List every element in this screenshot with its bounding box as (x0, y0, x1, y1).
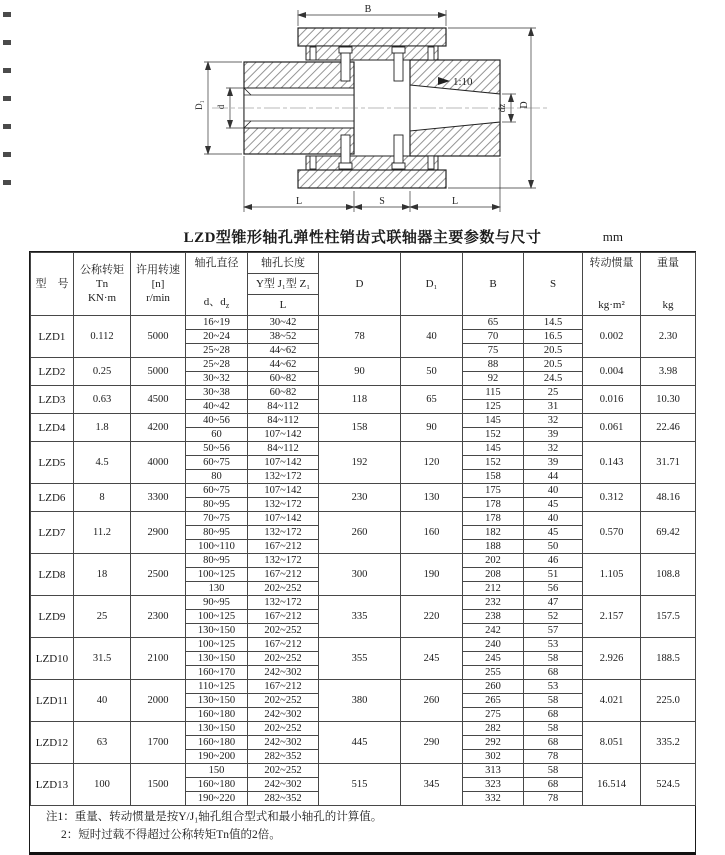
cell-bore-diameter: 30~32 (186, 372, 248, 386)
cell-D1: 90 (401, 414, 463, 442)
cell-bore-length: 167~212 (248, 568, 319, 582)
cell-torque: 4.5 (74, 442, 131, 484)
cell-inertia: 4.021 (583, 680, 641, 722)
cell-B: 255 (463, 666, 524, 680)
cell-model: LZD2 (31, 358, 74, 386)
cell-B: 245 (463, 652, 524, 666)
cell-bore-length: 107~142 (248, 456, 319, 470)
cell-B: 260 (463, 680, 524, 694)
cell-B: 88 (463, 358, 524, 372)
cell-bore-diameter: 80~95 (186, 526, 248, 540)
cell-torque: 8 (74, 484, 131, 512)
cell-B: 212 (463, 582, 524, 596)
cell-B: 145 (463, 414, 524, 428)
cell-bore-length: 202~252 (248, 624, 319, 638)
cell-D1: 260 (401, 680, 463, 722)
cell-B: 302 (463, 750, 524, 764)
cell-D1: 190 (401, 554, 463, 596)
scan-artifact (3, 180, 11, 185)
cell-S: 32 (524, 414, 583, 428)
cell-S: 20.5 (524, 344, 583, 358)
cell-model: LZD13 (31, 764, 74, 806)
cell-bore-diameter: 40~42 (186, 400, 248, 414)
cell-bore-diameter: 60 (186, 428, 248, 442)
cell-bore-length: 38~52 (248, 330, 319, 344)
cell-model: LZD3 (31, 386, 74, 414)
cell-B: 265 (463, 694, 524, 708)
cell-speed: 2900 (131, 512, 186, 554)
col-header-B: B (463, 253, 524, 316)
cell-model: LZD12 (31, 722, 74, 764)
cell-bore-diameter: 20~24 (186, 330, 248, 344)
table-row (31, 596, 696, 610)
col-header-bore-len: 轴孔长度 (248, 253, 319, 274)
cell-S: 25 (524, 386, 583, 400)
cell-B: 65 (463, 316, 524, 330)
title-row (30, 226, 695, 246)
cell-B: 240 (463, 638, 524, 652)
cell-D: 90 (319, 358, 401, 386)
cell-torque: 31.5 (74, 638, 131, 680)
table-row (31, 512, 696, 526)
cell-bore-diameter: 50~56 (186, 442, 248, 456)
cell-bore-diameter: 130~150 (186, 624, 248, 638)
cell-S: 57 (524, 624, 583, 638)
col-header-inertia: 转动惯量 kg·m² (583, 253, 641, 316)
cell-model: LZD1 (31, 316, 74, 358)
cell-bore-diameter: 150 (186, 764, 248, 778)
col-header-bore-len-types: Y型 J₁型 Z₁ (248, 274, 319, 295)
cell-B: 158 (463, 470, 524, 484)
cell-weight: 524.5 (641, 764, 696, 806)
dim-label-d: d (216, 104, 226, 110)
cell-bore-length: 167~212 (248, 610, 319, 624)
dim-label-dz: dz (497, 103, 507, 113)
cell-S: 39 (524, 428, 583, 442)
cell-bore-length: 167~212 (248, 680, 319, 694)
coupling-drawing-area (0, 0, 725, 222)
cell-speed: 5000 (131, 358, 186, 386)
cell-S: 58 (524, 652, 583, 666)
coupling-section-drawing (0, 0, 725, 222)
cell-B: 242 (463, 624, 524, 638)
dim-label-D: D (519, 101, 530, 109)
cell-bore-diameter: 90~95 (186, 596, 248, 610)
cell-torque: 25 (74, 596, 131, 638)
cell-bore-length: 107~142 (248, 428, 319, 442)
cell-bore-length: 60~82 (248, 372, 319, 386)
cell-weight: 335.2 (641, 722, 696, 764)
cell-B: 152 (463, 456, 524, 470)
cell-bore-length: 132~172 (248, 596, 319, 610)
col-header-torque: 公称转矩 Tn KN·m (74, 253, 131, 316)
cell-bore-diameter: 25~28 (186, 344, 248, 358)
cell-bore-diameter: 16~19 (186, 316, 248, 330)
cell-D1: 290 (401, 722, 463, 764)
cell-bore-length: 282~352 (248, 792, 319, 806)
cell-S: 68 (524, 736, 583, 750)
cell-inertia: 16.514 (583, 764, 641, 806)
cell-inertia: 0.312 (583, 484, 641, 512)
cell-bore-diameter: 100~125 (186, 638, 248, 652)
cell-S: 53 (524, 638, 583, 652)
col-header-D1: D₁ (401, 253, 463, 316)
cell-S: 39 (524, 456, 583, 470)
cell-D: 260 (319, 512, 401, 554)
cell-bore-diameter: 100~110 (186, 540, 248, 554)
cell-B: 292 (463, 736, 524, 750)
cell-model: LZD8 (31, 554, 74, 596)
cell-bore-diameter: 160~180 (186, 708, 248, 722)
cell-bore-diameter: 80~95 (186, 498, 248, 512)
cell-bore-length: 132~172 (248, 554, 319, 568)
cell-B: 232 (463, 596, 524, 610)
cell-B: 125 (463, 400, 524, 414)
taper-label: 1:10 (453, 76, 473, 88)
dim-label-S: S (379, 196, 385, 207)
cell-speed: 4000 (131, 442, 186, 484)
col-header-weight: 重量 kg (641, 253, 696, 316)
cell-bore-length: 282~352 (248, 750, 319, 764)
cell-bore-length: 242~302 (248, 778, 319, 792)
cell-S: 68 (524, 778, 583, 792)
cell-bore-length: 84~112 (248, 442, 319, 456)
cell-S: 78 (524, 792, 583, 806)
table-row (31, 484, 696, 498)
cell-B: 145 (463, 442, 524, 456)
cell-B: 115 (463, 386, 524, 400)
cell-B: 323 (463, 778, 524, 792)
cell-bore-length: 132~172 (248, 470, 319, 484)
cell-S: 56 (524, 582, 583, 596)
col-header-model: 型 号 (31, 253, 74, 316)
cell-bore-length: 107~142 (248, 512, 319, 526)
cell-bore-length: 44~62 (248, 344, 319, 358)
cell-model: LZD7 (31, 512, 74, 554)
cell-torque: 63 (74, 722, 131, 764)
note-1: 注1：重量、转动惯量是按Y/J₁轴孔组合型式和最小轴孔的计算值。 (46, 811, 383, 823)
cell-D: 380 (319, 680, 401, 722)
scan-artifact (3, 12, 11, 17)
cell-weight: 22.46 (641, 414, 696, 442)
cell-S: 47 (524, 596, 583, 610)
cell-speed: 4200 (131, 414, 186, 442)
cell-bore-diameter: 60~75 (186, 484, 248, 498)
cell-weight: 48.16 (641, 484, 696, 512)
table-row (31, 316, 696, 330)
cell-torque: 1.8 (74, 414, 131, 442)
cell-S: 53 (524, 680, 583, 694)
cell-B: 208 (463, 568, 524, 582)
table-row (31, 386, 696, 400)
dim-label-L-right: L (451, 196, 459, 207)
cell-B: 313 (463, 764, 524, 778)
cell-torque: 40 (74, 680, 131, 722)
cell-model: LZD9 (31, 596, 74, 638)
cell-B: 178 (463, 512, 524, 526)
cell-D1: 120 (401, 442, 463, 484)
cell-B: 178 (463, 498, 524, 512)
cell-D1: 245 (401, 638, 463, 680)
table-frame (29, 251, 696, 855)
cell-B: 70 (463, 330, 524, 344)
cell-bore-length: 242~302 (248, 708, 319, 722)
cell-bore-length: 202~252 (248, 722, 319, 736)
dim-label-D1: D₁ (194, 100, 204, 110)
cell-D1: 65 (401, 386, 463, 414)
cell-bore-length: 132~172 (248, 526, 319, 540)
cell-weight: 157.5 (641, 596, 696, 638)
table-row (31, 442, 696, 456)
cell-bore-length: 242~302 (248, 736, 319, 750)
cell-weight: 10.30 (641, 386, 696, 414)
cell-D1: 130 (401, 484, 463, 512)
cell-bore-diameter: 70~75 (186, 512, 248, 526)
cell-D: 335 (319, 596, 401, 638)
cell-torque: 0.25 (74, 358, 131, 386)
cell-B: 75 (463, 344, 524, 358)
cell-B: 202 (463, 554, 524, 568)
cell-bore-diameter: 130~150 (186, 652, 248, 666)
cell-bore-diameter: 100~125 (186, 568, 248, 582)
cell-bore-length: 44~62 (248, 358, 319, 372)
cell-bore-diameter: 160~180 (186, 778, 248, 792)
dim-label-B: B (364, 4, 372, 15)
cell-S: 68 (524, 666, 583, 680)
cell-bore-diameter: 160~170 (186, 666, 248, 680)
cell-bore-diameter: 100~125 (186, 610, 248, 624)
cell-bore-diameter: 30~38 (186, 386, 248, 400)
cell-bore-diameter: 60~75 (186, 456, 248, 470)
cell-inertia: 8.051 (583, 722, 641, 764)
cell-S: 24.5 (524, 372, 583, 386)
cell-S: 58 (524, 694, 583, 708)
cell-inertia: 0.143 (583, 442, 641, 484)
col-header-speed: 许用转速 [n] r/min (131, 253, 186, 316)
table-row (31, 554, 696, 568)
cell-B: 175 (463, 484, 524, 498)
cell-D: 158 (319, 414, 401, 442)
cell-weight: 3.98 (641, 358, 696, 386)
col-header-S: S (524, 253, 583, 316)
cell-B: 238 (463, 610, 524, 624)
cell-speed: 1700 (131, 722, 186, 764)
cell-bore-length: 242~302 (248, 666, 319, 680)
scan-artifact (3, 40, 11, 45)
cell-speed: 2500 (131, 554, 186, 596)
cell-B: 152 (463, 428, 524, 442)
cell-torque: 0.112 (74, 316, 131, 358)
scan-artifact (3, 124, 11, 129)
cell-torque: 0.63 (74, 386, 131, 414)
cell-inertia: 0.004 (583, 358, 641, 386)
cell-weight: 31.71 (641, 442, 696, 484)
cell-S: 44 (524, 470, 583, 484)
cell-bore-length: 84~112 (248, 414, 319, 428)
cell-D1: 50 (401, 358, 463, 386)
page-title: LZD型锥形轴孔弹性柱销齿式联轴器主要参数与尺寸 (183, 230, 542, 246)
scan-artifact (3, 96, 11, 101)
cell-S: 31 (524, 400, 583, 414)
cell-D: 355 (319, 638, 401, 680)
cell-bore-diameter: 130~150 (186, 694, 248, 708)
cell-D: 118 (319, 386, 401, 414)
col-header-bore-len-L: L (248, 295, 319, 316)
cell-S: 68 (524, 708, 583, 722)
cell-S: 58 (524, 764, 583, 778)
cell-weight: 2.30 (641, 316, 696, 358)
cell-weight: 69.42 (641, 512, 696, 554)
cell-inertia: 1.105 (583, 554, 641, 596)
cell-torque: 100 (74, 764, 131, 806)
cell-D: 230 (319, 484, 401, 512)
cell-bore-length: 107~142 (248, 484, 319, 498)
cell-S: 51 (524, 568, 583, 582)
cell-inertia: 0.016 (583, 386, 641, 414)
cell-speed: 2100 (131, 638, 186, 680)
cell-D1: 345 (401, 764, 463, 806)
dim-label-L-left: L (295, 196, 303, 207)
cell-bore-length: 202~252 (248, 764, 319, 778)
cell-speed: 2000 (131, 680, 186, 722)
cell-model: LZD6 (31, 484, 74, 512)
table-row (31, 680, 696, 694)
table-row (31, 764, 696, 778)
cell-S: 50 (524, 540, 583, 554)
cell-D: 78 (319, 316, 401, 358)
table-row (31, 722, 696, 736)
cell-B: 182 (463, 526, 524, 540)
cell-bore-length: 202~252 (248, 582, 319, 596)
cell-speed: 1500 (131, 764, 186, 806)
col-header-bore-dia: 轴孔直径 d、$d_z$ (186, 253, 248, 316)
scan-artifact (3, 152, 11, 157)
table-row (31, 358, 696, 372)
cell-inertia: 2.157 (583, 596, 641, 638)
note-2: 2：短时过载不得超过公称转矩Tn值的2倍。 (61, 828, 281, 841)
cell-bore-diameter: 130~150 (186, 722, 248, 736)
cell-weight: 108.8 (641, 554, 696, 596)
cell-bore-length: 167~212 (248, 540, 319, 554)
cell-bore-diameter: 80 (186, 470, 248, 484)
cell-S: 40 (524, 484, 583, 498)
cell-D1: 40 (401, 316, 463, 358)
cell-S: 40 (524, 512, 583, 526)
cell-speed: 2300 (131, 596, 186, 638)
cell-speed: 5000 (131, 316, 186, 358)
cell-bore-length: 30~42 (248, 316, 319, 330)
cell-B: 188 (463, 540, 524, 554)
cell-S: 52 (524, 610, 583, 624)
table-row (31, 414, 696, 428)
cell-D1: 220 (401, 596, 463, 638)
parameters-table (30, 252, 696, 806)
cell-S: 16.5 (524, 330, 583, 344)
cell-S: 46 (524, 554, 583, 568)
cell-B: 282 (463, 722, 524, 736)
cell-inertia: 0.002 (583, 316, 641, 358)
cell-bore-length: 60~82 (248, 386, 319, 400)
cell-bore-length: 202~252 (248, 652, 319, 666)
cell-speed: 3300 (131, 484, 186, 512)
cell-S: 78 (524, 750, 583, 764)
cell-bore-diameter: 160~180 (186, 736, 248, 750)
cell-bore-diameter: 40~56 (186, 414, 248, 428)
cell-inertia: 2.926 (583, 638, 641, 680)
cell-bore-length: 202~252 (248, 694, 319, 708)
cell-speed: 4500 (131, 386, 186, 414)
cell-torque: 11.2 (74, 512, 131, 554)
unit-label: mm (602, 229, 623, 244)
cell-bore-length: 132~172 (248, 498, 319, 512)
cell-inertia: 0.570 (583, 512, 641, 554)
cell-bore-diameter: 80~95 (186, 554, 248, 568)
cell-model: LZD11 (31, 680, 74, 722)
cell-B: 332 (463, 792, 524, 806)
cell-B: 92 (463, 372, 524, 386)
cell-bore-diameter: 190~220 (186, 792, 248, 806)
cell-D: 515 (319, 764, 401, 806)
cell-S: 45 (524, 498, 583, 512)
cell-S: 32 (524, 442, 583, 456)
cell-D: 300 (319, 554, 401, 596)
cell-torque: 18 (74, 554, 131, 596)
cell-model: LZD5 (31, 442, 74, 484)
table-body (31, 316, 696, 806)
col-header-D: D (319, 253, 401, 316)
cell-D: 445 (319, 722, 401, 764)
cell-S: 58 (524, 722, 583, 736)
cell-weight: 225.0 (641, 680, 696, 722)
cell-bore-diameter: 110~125 (186, 680, 248, 694)
cell-S: 45 (524, 526, 583, 540)
cell-model: LZD4 (31, 414, 74, 442)
cell-D1: 160 (401, 512, 463, 554)
cell-bore-length: 84~112 (248, 400, 319, 414)
cell-S: 20.5 (524, 358, 583, 372)
cell-S: 14.5 (524, 316, 583, 330)
cell-bore-length: 167~212 (248, 638, 319, 652)
cell-bore-diameter: 190~200 (186, 750, 248, 764)
cell-weight: 188.5 (641, 638, 696, 680)
cell-B: 275 (463, 708, 524, 722)
cell-D: 192 (319, 442, 401, 484)
table-row (31, 638, 696, 652)
table-header (31, 253, 696, 316)
cell-model: LZD10 (31, 638, 74, 680)
scan-artifact (3, 68, 11, 73)
cell-bore-diameter: 130 (186, 582, 248, 596)
cell-inertia: 0.061 (583, 414, 641, 442)
cell-bore-diameter: 25~28 (186, 358, 248, 372)
